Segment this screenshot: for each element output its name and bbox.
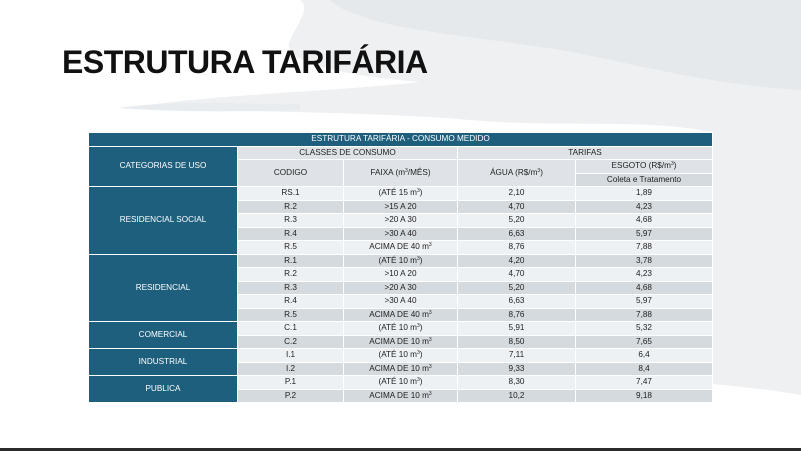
faixa-suffix: ) bbox=[419, 350, 423, 360]
faixa-cell bbox=[344, 322, 458, 336]
faixa-text: ACIMA DE 10 m bbox=[369, 363, 429, 373]
faixa-exponent: 3 bbox=[417, 350, 420, 357]
agua-label: ÁGUA (R$/m bbox=[490, 168, 538, 177]
esgoto-cell: 7,88 bbox=[576, 241, 713, 255]
agua-cell: 8,76 bbox=[458, 308, 576, 322]
agua-cell: 8,30 bbox=[458, 376, 576, 390]
faixa-text: ACIMA DE 10 m bbox=[369, 336, 429, 346]
agua-cell: 8,50 bbox=[458, 335, 576, 349]
faixa-exponent: 3 bbox=[417, 377, 420, 384]
faixa-cell bbox=[344, 295, 458, 309]
tariff-table bbox=[88, 132, 713, 403]
agua-cell: 5,20 bbox=[458, 214, 576, 228]
faixa-suffix: ) bbox=[419, 188, 423, 198]
faixa-text: ACIMA DE 10 m bbox=[369, 390, 429, 400]
faixa-exponent: 3 bbox=[428, 336, 432, 343]
faixa-text: (ATÉ 10 m bbox=[378, 255, 417, 265]
category-cell: RESIDENCIAL SOCIAL bbox=[89, 187, 238, 255]
col-header-esgoto bbox=[576, 160, 713, 174]
agua-cell: 6,63 bbox=[458, 227, 576, 241]
faixa-exponent: 3 bbox=[417, 255, 420, 262]
faixa-exponent: 3 bbox=[428, 390, 432, 397]
faixa-cell bbox=[344, 308, 458, 322]
esgoto-cell: 5,32 bbox=[576, 322, 713, 336]
agua-cell: 4,70 bbox=[458, 268, 576, 282]
faixa-cell bbox=[344, 241, 458, 255]
table-row bbox=[89, 254, 713, 268]
faixa-label: FAIXA (m bbox=[370, 168, 406, 177]
col-header-classes: CLASSES DE CONSUMO bbox=[238, 146, 458, 160]
code-cell: R.4 bbox=[238, 295, 344, 309]
faixa-text: >15 A 20 bbox=[384, 201, 417, 211]
faixa-text: >30 A 40 bbox=[384, 228, 417, 238]
esgoto-cell: 4,68 bbox=[576, 281, 713, 295]
table-header bbox=[89, 133, 713, 187]
faixa-cell bbox=[344, 376, 458, 390]
code-cell: R.3 bbox=[238, 281, 344, 295]
agua-suffix: ) bbox=[540, 168, 543, 177]
esgoto-cell: 1,89 bbox=[576, 187, 713, 201]
col-header-faixa bbox=[344, 160, 458, 187]
code-cell: R.2 bbox=[238, 268, 344, 282]
code-cell: P.2 bbox=[238, 389, 344, 403]
code-cell: I.2 bbox=[238, 362, 344, 376]
faixa-text: (ATÉ 10 m bbox=[378, 350, 417, 360]
esgoto-sup: 3 bbox=[670, 161, 674, 168]
faixa-cell bbox=[344, 187, 458, 201]
faixa-text: ACIMA DE 40 m bbox=[369, 309, 429, 319]
col-header-esgoto-sub: Coleta e Tratamento bbox=[576, 173, 713, 187]
faixa-text: (ATÉ 10 m bbox=[378, 323, 417, 333]
table-row bbox=[89, 349, 713, 363]
code-cell: C.1 bbox=[238, 322, 344, 336]
faixa-cell bbox=[344, 349, 458, 363]
agua-cell: 6,63 bbox=[458, 295, 576, 309]
agua-sup: 3 bbox=[537, 168, 541, 174]
faixa-sup: 3 bbox=[405, 168, 408, 174]
agua-cell: 4,70 bbox=[458, 200, 576, 214]
faixa-text: (ATÉ 15 m bbox=[378, 188, 417, 198]
col-header-categorias: CATEGORIAS DE USO bbox=[89, 146, 238, 187]
page-title: ESTRUTURA TARIFÁRIA bbox=[62, 44, 428, 80]
table-row bbox=[89, 187, 713, 201]
faixa-cell bbox=[344, 268, 458, 282]
table-row bbox=[89, 322, 713, 336]
agua-cell: 7,11 bbox=[458, 349, 576, 363]
col-header-agua bbox=[458, 160, 576, 187]
esgoto-cell: 3,78 bbox=[576, 254, 713, 268]
faixa-cell bbox=[344, 227, 458, 241]
esgoto-cell: 8,4 bbox=[576, 362, 713, 376]
esgoto-label: ESGOTO (R$/m bbox=[611, 161, 671, 171]
faixa-suffix: ) bbox=[419, 255, 423, 265]
agua-cell: 9,33 bbox=[458, 362, 576, 376]
esgoto-cell: 9,18 bbox=[576, 389, 713, 403]
faixa-cell bbox=[344, 200, 458, 214]
esgoto-cell: 7,65 bbox=[576, 335, 713, 349]
code-cell: I.1 bbox=[238, 349, 344, 363]
code-cell: R.2 bbox=[238, 200, 344, 214]
faixa-text: >10 A 20 bbox=[384, 269, 417, 279]
faixa-cell bbox=[344, 254, 458, 268]
agua-cell: 4,20 bbox=[458, 254, 576, 268]
category-cell: COMERCIAL bbox=[89, 322, 238, 349]
faixa-text: ACIMA DE 40 m bbox=[369, 242, 429, 252]
category-cell: PUBLICA bbox=[89, 376, 238, 403]
agua-cell: 10,2 bbox=[458, 389, 576, 403]
faixa-text: >30 A 40 bbox=[384, 296, 417, 306]
faixa-exponent: 3 bbox=[417, 323, 420, 330]
esgoto-cell: 5,97 bbox=[576, 295, 713, 309]
esgoto-cell: 4,68 bbox=[576, 214, 713, 228]
faixa-exponent: 3 bbox=[428, 242, 432, 249]
faixa-cell bbox=[344, 281, 458, 295]
esgoto-cell: 6,4 bbox=[576, 349, 713, 363]
category-cell: RESIDENCIAL bbox=[89, 254, 238, 322]
table-row bbox=[89, 376, 713, 390]
faixa-text: >20 A 30 bbox=[384, 282, 417, 292]
esgoto-cell: 7,47 bbox=[576, 376, 713, 390]
code-cell: R.5 bbox=[238, 241, 344, 255]
code-cell: RS.1 bbox=[238, 187, 344, 201]
agua-cell: 5,91 bbox=[458, 322, 576, 336]
faixa-cell bbox=[344, 362, 458, 376]
faixa-cell bbox=[344, 214, 458, 228]
code-cell: P.1 bbox=[238, 376, 344, 390]
esgoto-cell: 4,23 bbox=[576, 268, 713, 282]
faixa-cell bbox=[344, 335, 458, 349]
agua-cell: 2,10 bbox=[458, 187, 576, 201]
faixa-suffix: /MÊS) bbox=[407, 168, 431, 177]
code-cell: R.4 bbox=[238, 227, 344, 241]
agua-cell: 8,76 bbox=[458, 241, 576, 255]
code-cell: R.3 bbox=[238, 214, 344, 228]
faixa-exponent: 3 bbox=[428, 363, 432, 370]
col-header-tarifas: TARIFAS bbox=[458, 146, 713, 160]
esgoto-suffix: ) bbox=[673, 161, 677, 171]
faixa-exponent: 3 bbox=[417, 188, 420, 195]
faixa-text: (ATÉ 10 m bbox=[378, 377, 417, 387]
esgoto-cell: 7,88 bbox=[576, 308, 713, 322]
col-header-codigo: CODIGO bbox=[238, 160, 344, 187]
category-cell: INDUSTRIAL bbox=[89, 349, 238, 376]
faixa-exponent: 3 bbox=[428, 309, 432, 316]
faixa-text: >20 A 30 bbox=[384, 215, 417, 225]
code-cell: C.2 bbox=[238, 335, 344, 349]
code-cell: R.1 bbox=[238, 254, 344, 268]
faixa-suffix: ) bbox=[419, 377, 423, 387]
faixa-cell bbox=[344, 389, 458, 403]
code-cell: R.5 bbox=[238, 308, 344, 322]
faixa-suffix: ) bbox=[419, 323, 423, 333]
esgoto-cell: 5,97 bbox=[576, 227, 713, 241]
table-body bbox=[89, 187, 713, 403]
esgoto-cell: 4,23 bbox=[576, 200, 713, 214]
agua-cell: 5,20 bbox=[458, 281, 576, 295]
table-main-header: ESTRUTURA TARIFÁRIA - CONSUMO MEDIDO bbox=[89, 133, 713, 147]
